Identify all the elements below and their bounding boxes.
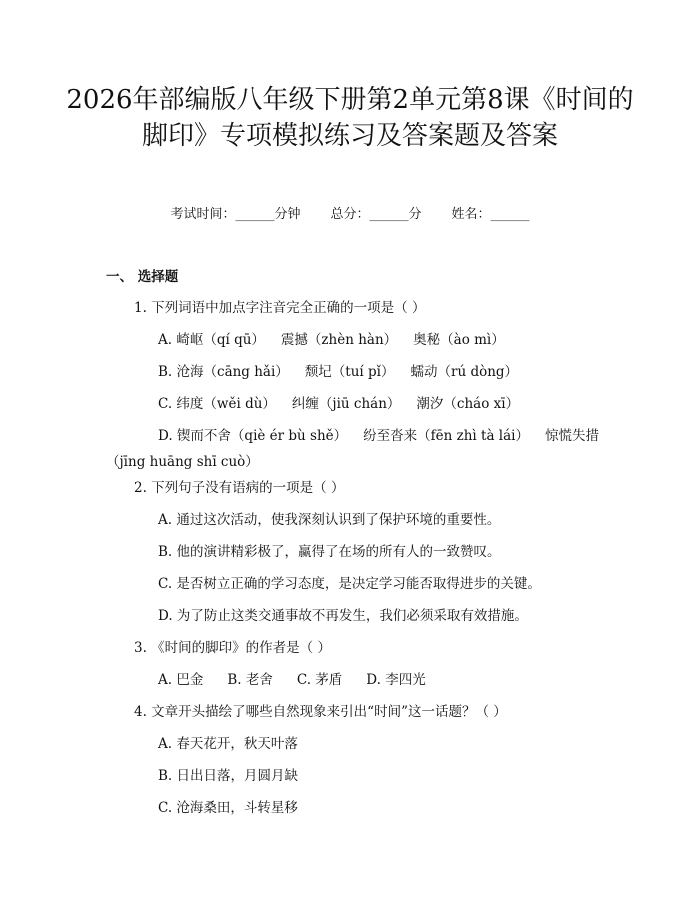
question-2-option-b: B. 他的演讲精彩极了，赢得了在场的所有人的一致赞叹。 [158,544,501,560]
question-3-option-a: A. 巴金 [158,672,204,688]
question-3-option-b: B. 老舍 [227,672,273,688]
question-3-stem: 3. 《时间的脚印》的作者是（ ） [134,640,331,656]
question-1-option-d: D. 锲而不舍（qiè ér bù shě） 纷至沓来（fēn zhì tà lái） 惊慌失措（jīng huāng shī cuò） [106,428,599,470]
question-2-option-a: A. 通过这次活动，使我深刻认识到了保护环境的重要性。 [158,512,501,528]
exam-time: 考试时间：______分钟 [170,207,301,222]
question-1-option-c: C. 纬度（wěi dù） 纠缠（jiū chán） 潮汐（cháo xī） [158,396,520,412]
question-4-option-a: A. 春天花开，秋天叶落 [158,736,298,752]
exam-info [0,206,700,224]
question-3-options [158,671,426,689]
question-1-option-b: B. 沧海（cāng hǎi） 颓圮（tuí pǐ） 蠕动（rú dòng） [158,364,519,380]
question-4-option-b: B. 日出日落，月圆月缺 [158,768,299,784]
question-1-option-a: A. 崎岖（qí qū） 震撼（zhèn hàn） 奥秘（ào mì） [158,332,505,348]
question-4-option-c: C. 沧海桑田，斗转星移 [158,800,298,816]
question-2-option-c: C. 是否树立正确的学习态度，是决定学习能否取得进步的关键。 [158,576,541,592]
question-3-option-c: C. 茅盾 [296,672,343,688]
question-2-stem: 2. 下列句子没有语病的一项是（ ） [134,480,345,496]
question-1-stem: 1. 下列词语中加点字注音完全正确的一项是（ ） [134,300,426,316]
question-3-option-d: D. 李四光 [366,672,426,688]
section-heading: 一、 选择题 [106,269,179,285]
exam-score: 总分：______分 [330,207,422,222]
exam-name: 姓名：______ [451,207,530,222]
page-title: 2026年部编版八年级下册第2单元第8课《时间的脚印》专项模拟练习及答案题及答案 [66,85,634,151]
question-4-stem: 4. 文章开头描绘了哪些自然现象来引出“时间”这一话题？（ ） [134,704,507,720]
question-2-option-d: D. 为了防止这类交通事故不再发生，我们必须采取有效措施。 [158,608,528,624]
